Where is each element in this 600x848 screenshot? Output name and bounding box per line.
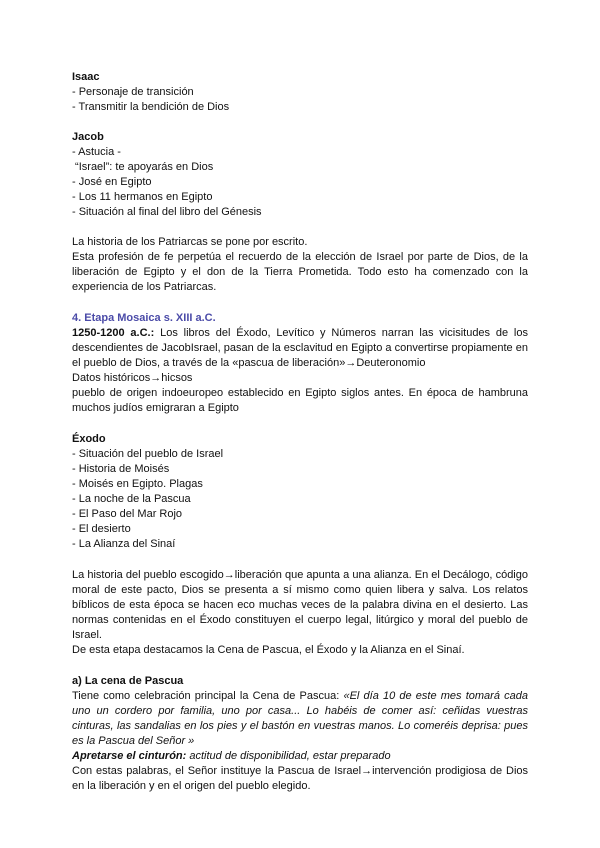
etapa-mosaica-heading: 4. Etapa Mosaica s. XIII a.C. bbox=[72, 312, 216, 324]
patriarcas-line: La historia de los Patriarcas se pone por escrito. bbox=[72, 236, 308, 248]
cena-pascua-heading: a) La cena de Pascua bbox=[72, 675, 184, 687]
cinturon-label: Apretarse el cinturón: bbox=[72, 750, 187, 762]
jacob-item: - José en Egipto bbox=[72, 176, 152, 188]
jacob-item: “Israel”: te apoyarás en Dios bbox=[72, 161, 214, 173]
jacob-item: - Situación al final del libro del Génesis bbox=[72, 206, 262, 218]
exodo-item: - El Paso del Mar Rojo bbox=[72, 508, 183, 520]
etapa-paragraph bbox=[72, 326, 528, 371]
isaac-item: - Personaje de transición bbox=[72, 86, 194, 98]
cena-intro: Tiene como celebración principal la Cena de Pascua: bbox=[72, 690, 344, 702]
destacamos-line: De esta etapa destacamos la Cena de Pascua, el Éxodo y la Alianza en el Sinaí. bbox=[72, 644, 465, 656]
cena-closing: Con estas palabras, el Señor instituye la Pascua de Israel→intervención prodigiosa de Dios en la liberación y en el origen del pueblo elegido. bbox=[72, 765, 528, 792]
exodo-item: - El desierto bbox=[72, 523, 131, 535]
exodo-item: - Moisés en Egipto. Plagas bbox=[72, 478, 203, 490]
document-body bbox=[72, 70, 528, 794]
isaac-title: Isaac bbox=[72, 71, 100, 83]
hicsos-paragraph: pueblo de origen indoeuropeo establecido en Egipto siglos antes. En época de hambruna muchos judíos emigraran a Egipto bbox=[72, 387, 528, 414]
exodo-item: - La Alianza del Sinaí bbox=[72, 538, 176, 550]
isaac-item: - Transmitir la bendición de Dios bbox=[72, 101, 230, 113]
etapa-date: 1250-1200 a.C.: bbox=[72, 327, 155, 339]
exodo-item: - Situación del pueblo de Israel bbox=[72, 448, 224, 460]
cena-paragraph bbox=[72, 689, 528, 749]
exodo-title: Éxodo bbox=[72, 433, 106, 445]
cena-quote: «El día 10 de este mes tomará cada uno un cordero por familia, uno por casa... Lo habéis de comer así: ceñidas vuestras cinturas, las sandalias en los pies y el bastón en vuestras manos. Lo comeréis deprisa: pues es la Pascua del Señor » bbox=[72, 690, 528, 747]
jacob-item: - Los 11 hermanos en Egipto bbox=[72, 191, 213, 203]
jacob-item: - Astucia - bbox=[72, 146, 121, 158]
cinturon-text: actitud de disponibilidad, estar preparado bbox=[186, 750, 391, 762]
exodo-item: - La noche de la Pascua bbox=[72, 493, 191, 505]
jacob-title: Jacob bbox=[72, 131, 104, 143]
datos-historicos: Datos históricos→hicsos bbox=[72, 372, 193, 384]
exodo-item: - Historia de Moisés bbox=[72, 463, 170, 475]
cinturon-line bbox=[72, 749, 528, 764]
exodo-paragraph: La historia del pueblo escogido→liberación que apunta a una alianza. En el Decálogo, código moral de este pacto, Dios se presenta a sí mismo como quien libera y salva. Los relatos bíblicos de esta época se hacen eco muchas veces de la palabra divina en el desierto. Las normas contenidas en el Éxodo constituyen el cuerpo legal, litúrgico y moral del pueblo de Israel. bbox=[72, 569, 528, 641]
etapa-text: Los libros del Éxodo, Levítico y Números narran las vicisitudes de los descendientes de JacobIsrael, pasan de la esclavitud en Egipto a convertirse propiamente en el pueblo de Dios, a través de la «pascua de liberación»→Deuteronomio bbox=[72, 327, 528, 369]
patriarcas-paragraph: Esta profesión de fe perpetúa el recuerdo de la elección de Israel por parte de Dios, de la liberación de Egipto y el don de la Tierra Prometida. Todo esto ha comenzado con la experiencia de los Patriarcas. bbox=[72, 251, 528, 293]
